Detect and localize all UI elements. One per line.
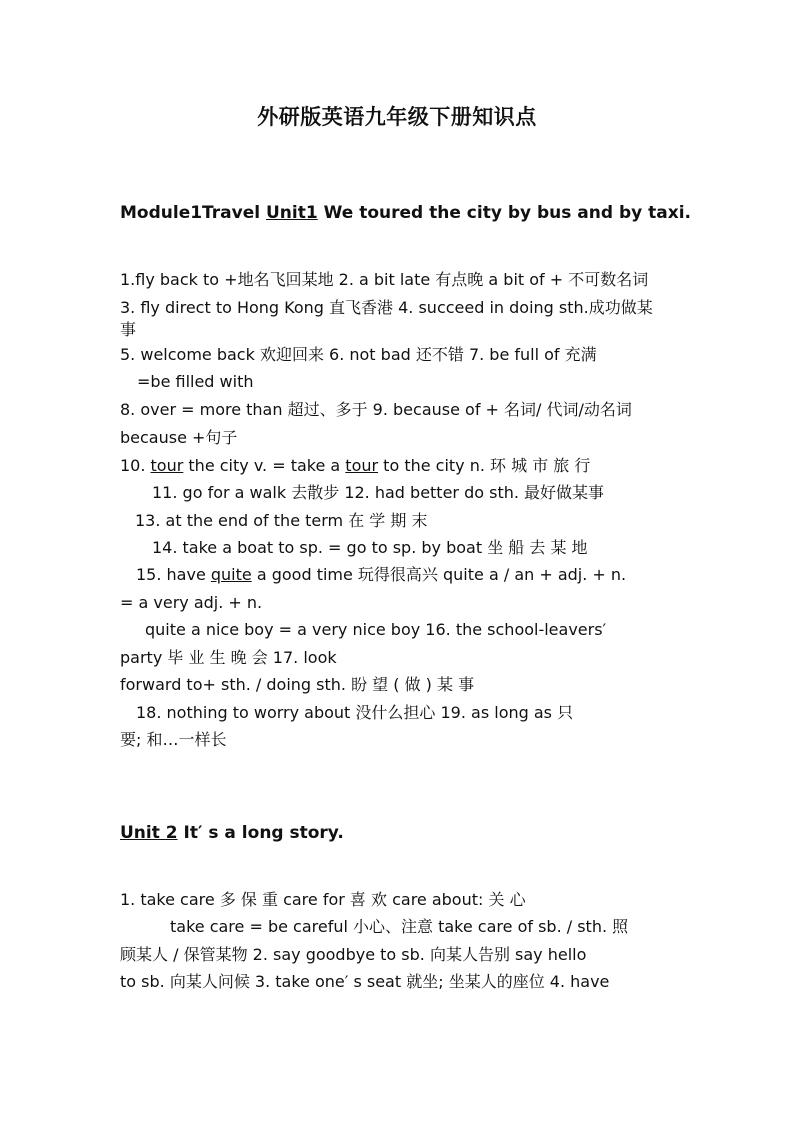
unit1-line-1: 1.fly back to +地名飞回某地 2. a bit late 有点晚 a bit of + 不可数名词 xyxy=(120,270,649,289)
unit1-line-6: 8. over = more than 超过、多于 9. because of + 名词/ 代词/动名词 xyxy=(120,400,632,419)
item15-part-a: 15. have xyxy=(136,565,211,584)
unit2-line-3: 顾某人 / 保管某物 2. say goodbye to sb. 向某人告别 say hello xyxy=(120,945,587,964)
module1-heading-prefix: Module1Travel xyxy=(120,203,266,223)
unit1-line-3: 事 xyxy=(120,320,137,339)
unit1-line-13: 13. at the end of the term 在 学 期 末 xyxy=(135,511,428,530)
unit1-item-15 xyxy=(136,565,676,585)
unit1-line-16b: party 毕 业 生 晚 会 17. look xyxy=(120,648,337,667)
unit1-line-19: 要; 和…一样长 xyxy=(120,730,227,749)
unit1-line-5: =be filled with xyxy=(137,372,254,391)
unit2-heading-unit: Unit 2 xyxy=(120,823,178,843)
unit2-line-2: take care = be careful 小心、注意 take care of sb. / sth. 照 xyxy=(170,917,629,936)
unit2-line-4: to sb. 向某人问候 3. take one′ s seat 就坐; 坐某人的座位 4. have xyxy=(120,972,610,991)
unit1-line-15b: = a very adj. + n. xyxy=(120,593,263,612)
module1-heading-unit: Unit1 xyxy=(266,203,318,223)
item15-quite: quite xyxy=(210,565,252,584)
unit1-line-18: 18. nothing to worry about 没什么担心 19. as long as 只 xyxy=(136,703,574,722)
unit1-item-10 xyxy=(120,456,660,476)
unit1-line-11: 11. go for a walk 去散步 12. had better do sth. 最好做某事 xyxy=(152,483,605,502)
item10-part-a: 10. xyxy=(120,456,151,475)
unit1-line-7: because +句子 xyxy=(120,428,238,447)
unit2-heading xyxy=(120,823,660,843)
module1-heading-rest: We toured the city by bus and by taxi. xyxy=(317,203,691,223)
item10-tour-noun: tour xyxy=(345,456,379,475)
item10-part-e: to the city n. 环 城 市 旅 行 xyxy=(378,456,591,475)
unit1-line-14: 14. take a boat to sp. = go to sp. by boat 坐 船 去 某 地 xyxy=(152,538,588,557)
unit1-line-16: quite a nice boy = a very nice boy 16. the school-leavers′ xyxy=(145,620,607,639)
module1-heading xyxy=(120,203,691,223)
unit1-line-4: 5. welcome back 欢迎回来 6. not bad 还不错 7. be full of 充满 xyxy=(120,345,597,364)
item10-part-c: the city v. = take a xyxy=(183,456,346,475)
unit1-line-17: forward to+ sth. / doing sth. 盼 望 ( 做 ) 某 事 xyxy=(120,675,475,694)
item15-part-c: a good time 玩得很高兴 quite a / an + adj. + n. xyxy=(251,565,627,584)
item10-tour-verb: tour xyxy=(150,456,184,475)
unit1-line-2: 3. fly direct to Hong Kong 直飞香港 4. succeed in doing sth.成功做某 xyxy=(120,298,653,317)
unit2-line-1: 1. take care 多 保 重 care for 喜 欢 care about: 关 心 xyxy=(120,890,526,909)
page-title: 外研版英语九年级下册知识点 xyxy=(257,105,537,129)
unit2-heading-rest: It′ s a long story. xyxy=(177,823,344,843)
